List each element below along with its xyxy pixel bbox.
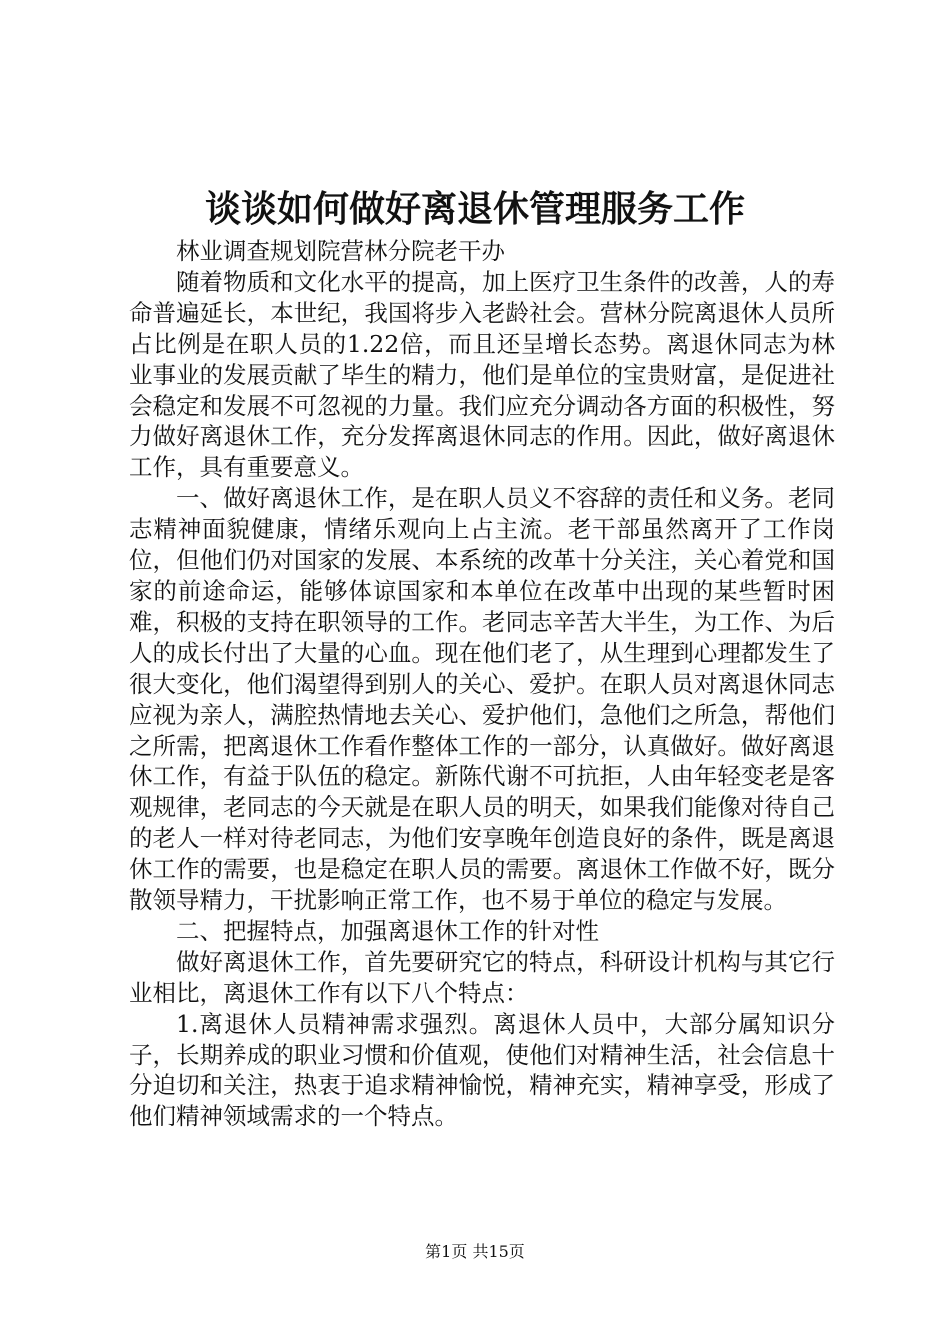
- document-body: [129, 236, 835, 1132]
- section-heading-2: 二、把握特点，加强离退休工作的针对性: [176, 916, 599, 945]
- paragraph-point-1: 1.离退休人员精神需求强烈。离退休人员中，大部分属知识分子，长期养成的职业习惯和价值观，使他们对精神生活，社会信息十分迫切和关注，热衷于追求精神愉悦，精神充实，精神享受，形成了他们精神领域需求的一个特点。: [129, 1009, 835, 1131]
- paragraph-section-2-intro: 做好离退休工作，首先要研究它的特点，科研设计机构与其它行业相比，离退休工作有以下八个特点：: [129, 947, 835, 1007]
- document-title: 谈谈如何做好离退休管理服务工作: [204, 188, 745, 230]
- paragraph-intro: 随着物质和文化水平的提高，加上医疗卫生条件的改善，人的寿命普遍延长，本世纪，我国将步入老龄社会。营林分院离退休人员所占比例是在职人员的1.22倍，而且还呈增长态势。离退休同志为林业事业的发展贡献了毕生的精力，他们是单位的宝贵财富，是促进社会稳定和发展不可忽视的力量。我们应充分调动各方面的积极性，努力做好离退休工作，充分发挥离退休同志的作用。因此，做好离退休工作，具有重要意义。: [129, 267, 835, 482]
- author-line: 林业调查规划院营林分院老干办: [176, 237, 505, 265]
- paragraph-section-1: 一、做好离退休工作，是在职人员义不容辞的责任和义务。老同志精神面貌健康，情绪乐观向上占主流。老干部虽然离开了工作岗位，但他们仍对国家的发展、本系统的改革十分关注，关心着党和国家的前途命运，能够体谅国家和本单位在改革中出现的某些暂时困难，积极的支持在职领导的工作。老同志辛苦大半生，为工作、为后人的成长付出了大量的心血。现在他们老了，从生理到心理都发生了很大变化，他们渴望得到别人的关心、爱护。在职人员对离退休同志应视为亲人，满腔热情地去关心、爱护他们，急他们之所急，帮他们之所需，把离退休工作看作整体工作的一部分，认真做好。做好离退休工作，有益于队伍的稳定。新陈代谢不可抗拒，人由年轻变老是客观规律，老同志的今天就是在职人员的明天，如果我们能像对待自己的老人一样对待老同志，为他们安享晚年创造良好的条件，既是离退休工作的需要，也是稳定在职人员的需要。离退休工作做不好，既分散领导精力，干扰影响正常工作，也不易于单位的稳定与发展。: [129, 484, 835, 915]
- page-footer: 第1页 共15页: [425, 1242, 525, 1261]
